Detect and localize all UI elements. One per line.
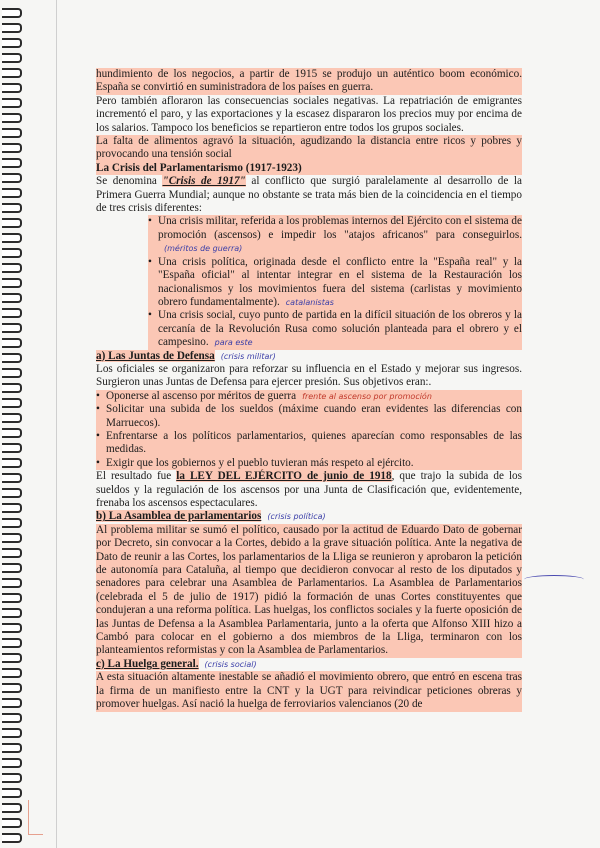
spiral-ring: [2, 668, 22, 678]
juntas-bullet-ascenso: [96, 390, 522, 403]
juntas-bullet-text: Oponerse al ascenso por méritos de guerra: [106, 389, 297, 402]
spiral-ring: [2, 428, 22, 438]
margin-line: [56, 0, 57, 848]
ley-ejercito-term: la LEY DEL EJÉRCITO de junio de 1918: [176, 470, 392, 483]
spiral-ring: [2, 458, 22, 468]
spiral-ring: [2, 698, 22, 708]
spiral-ring: [2, 143, 22, 153]
crisis-bullet-text: Una crisis social, cuyo punto de partida en la difícil situación de los obreros y la cercanía de la Revolución Rusa como solución planteada para el obrero y el campesino.: [158, 309, 522, 349]
heading-asamblea-wrap: [96, 510, 522, 523]
margin-pen-stroke: [524, 575, 584, 584]
ley-rest: , que trajo la subida de los sueldos y la regulación de los ascensos por una Junta de Clasificación que, evidentemente, frenaba los ascensos espectaculares.: [96, 470, 522, 509]
spiral-ring: [2, 608, 22, 618]
juntas-bullet-sueldos: • Solicitar una subida de los sueldos (máxime cuando eran evidentes las diferencias con Marruecos).: [96, 403, 522, 430]
crisis-1917-term: "Crisis de 1917": [162, 175, 246, 188]
spiral-ring: [2, 248, 22, 258]
crisis-bullet-text: Una crisis política, originada desde el conflicto entre la "España real" y la "España oficial" al intentar integrar en el sistema de la Restauración los nacionalismos y los movimientos fuera del sistema (carlistas y movimiento obrero fundamentalmente).: [158, 255, 522, 308]
crisis-bullet-militar: [148, 215, 522, 255]
spiral-ring: [2, 233, 22, 243]
spiral-ring: [2, 98, 22, 108]
spiral-ring: [2, 353, 22, 363]
spiral-ring: [2, 443, 22, 453]
spiral-ring: [2, 653, 22, 663]
spiral-ring: [2, 8, 22, 18]
spiral-ring: [2, 113, 22, 123]
spiral-ring: [2, 758, 22, 768]
spiral-ring: [2, 503, 22, 513]
spiral-ring: [2, 263, 22, 273]
note-catalanistas: catalanistas: [285, 297, 334, 307]
spiral-ring: [2, 788, 22, 798]
spiral-ring: [2, 128, 22, 138]
juntas-bullet-politicos: • Enfrentarse a los políticos parlamentarios, quienes aparecían como responsables de las medidas.: [96, 430, 522, 457]
spiral-ring: [2, 323, 22, 333]
heading-juntas-wrap: [96, 350, 522, 363]
spiral-ring: [2, 833, 22, 843]
spiral-ring: [2, 728, 22, 738]
spiral-ring: [2, 623, 22, 633]
spiral-ring: [2, 638, 22, 648]
crisis-intro-a: Se denomina: [96, 175, 163, 188]
spiral-ring: [2, 203, 22, 213]
spiral-ring: [2, 548, 22, 558]
corner-pen-mark: [28, 800, 43, 835]
document-body: [96, 68, 522, 712]
spiral-ring: [2, 713, 22, 723]
spiral-ring: [2, 683, 22, 693]
spiral-ring: [2, 488, 22, 498]
spiral-ring: [2, 158, 22, 168]
paragraph-consecuencias: Pero también afloraron las consecuencias sociales negativas. La repatriación de emigrantes incrementó el paro, y las exportaciones y la escasez dispararon los precios muy por encima de los salarios. Tampoco los beneficios se repartieron entre todos los grupos sociales.: [96, 94, 522, 134]
paragraph-crisis-1917: [96, 175, 522, 215]
spiral-ring: [2, 278, 22, 288]
spiral-ring: [2, 293, 22, 303]
spiral-ring: [2, 38, 22, 48]
spiral-binding: [0, 0, 26, 848]
paragraph-oficiales: Los oficiales se organizaron para reforzar su influencia en el Estado y mejorar sus ingresos. Surgieron unas Juntas de Defensa para ejercer presión. Sus objetivos eran:.: [96, 362, 522, 389]
spiral-ring: [2, 53, 22, 63]
spiral-ring: [2, 773, 22, 783]
spiral-ring: [2, 308, 22, 318]
note-para-este: para este: [214, 338, 253, 348]
spiral-ring: [2, 818, 22, 828]
spiral-ring: [2, 563, 22, 573]
heading-huelga-general: c) La Huelga general.: [96, 657, 199, 670]
ley-intro: El resultado fue: [96, 470, 177, 483]
spiral-ring: [2, 173, 22, 183]
spiral-ring: [2, 68, 22, 78]
spiral-ring: [2, 593, 22, 603]
heading-asamblea: b) La Asamblea de parlamentarios: [96, 510, 262, 523]
paragraph-boom: hundimiento de los negocios, a partir de 1915 se produjo un auténtico boom económico. España se convirtió en suministradora de los países en guerra.: [96, 68, 522, 94]
heading-huelga-wrap: [96, 658, 522, 671]
spiral-ring: [2, 83, 22, 93]
spiral-ring: [2, 398, 22, 408]
spiral-ring: [2, 518, 22, 528]
paragraph-huelga: A esta situación altamente inestable se añadió el movimiento obrero, que entró en escena tras la firma de un manifiesto entre la CNT y la UGT para reivindicar peticiones obreras y promover huelgas. Así nació la huelga de ferroviarios valencianos (20 de: [96, 671, 522, 711]
spiral-ring: [2, 23, 22, 33]
note-crisis-social: (crisis social): [204, 659, 257, 669]
spiral-ring: [2, 473, 22, 483]
paragraph-alimentos: La falta de alimentos agravó la situación, agudizando la distancia entre ricos y pobres y provocando una tensión social: [96, 135, 522, 161]
spiral-ring: [2, 533, 22, 543]
crisis-bullet-text: Una crisis militar, referida a los problemas internos del Ejército con el sistema de promoción (ascensos) e impedir los "atajos africanos" para conseguirlos.: [158, 215, 522, 241]
note-crisis-militar: (crisis militar): [220, 351, 276, 361]
crisis-bullet-politica: [148, 256, 522, 310]
crisis-bullet-social: [148, 309, 522, 349]
heading-juntas-defensa: a) Las Juntas de Defensa: [96, 349, 215, 362]
spiral-ring: [2, 338, 22, 348]
spiral-ring: [2, 188, 22, 198]
spiral-ring: [2, 218, 22, 228]
spiral-ring: [2, 743, 22, 753]
spiral-ring: [2, 383, 22, 393]
spiral-ring: [2, 803, 22, 813]
note-meritos: (méritos de guerra): [164, 244, 243, 254]
crisis-intro-b: al conflicto que surgió paralelamente al desarrollo de la Primera Guerra Mundial; aunque no obstante se trata más bien de la coincidencia en el tiempo de tres crisis diferentes:: [96, 175, 522, 215]
spiral-ring: [2, 578, 22, 588]
note-crisis-politica: (crisis política): [267, 512, 326, 522]
spiral-ring: [2, 413, 22, 423]
paragraph-asamblea: Al problema militar se sumó el político, causado por la actitud de Eduardo Dato de gobernar por Decreto, sin convocar a la Cortes, debido a la grave situación política. Ante la negativa de Dato de reunir a las Cortes, los parlamentarios de la Lliga se reunieron y aprobaron la petición de autonomía para Cataluña, al tiempo que decidieron convocar al resto de los diputados y senadores para celebrar una Asamblea de Parlamentarios. La Asamblea de Parlamentarios (celebrada el 5 de julio de 1917) pidió la formación de unas Cortes constituyentes que condujeran a una reforma política. Las huelgas, los conflictos sociales y la fuerte oposición de las Juntas de Defensa a la Asamblea Parlamentaria, junto a la oferta que Alfonso XIII hizo a Cambó para colocar en el gobierno a dos miembros de la Lliga, terminaron con los planteamientos reformistas y con la Asamblea de Parlamentarios.: [96, 523, 522, 657]
spiral-ring: [2, 368, 22, 378]
heading-crisis-parlamentarismo: La Crisis del Parlamentarismo (1917-1923): [96, 162, 522, 175]
note-ascenso: frente al ascenso por promoción: [302, 391, 432, 401]
paragraph-ley-ejercito: [96, 470, 522, 510]
juntas-bullet-respeto: • Exigir que los gobiernos y el pueblo tuvieran más respeto al ejército.: [96, 457, 522, 470]
